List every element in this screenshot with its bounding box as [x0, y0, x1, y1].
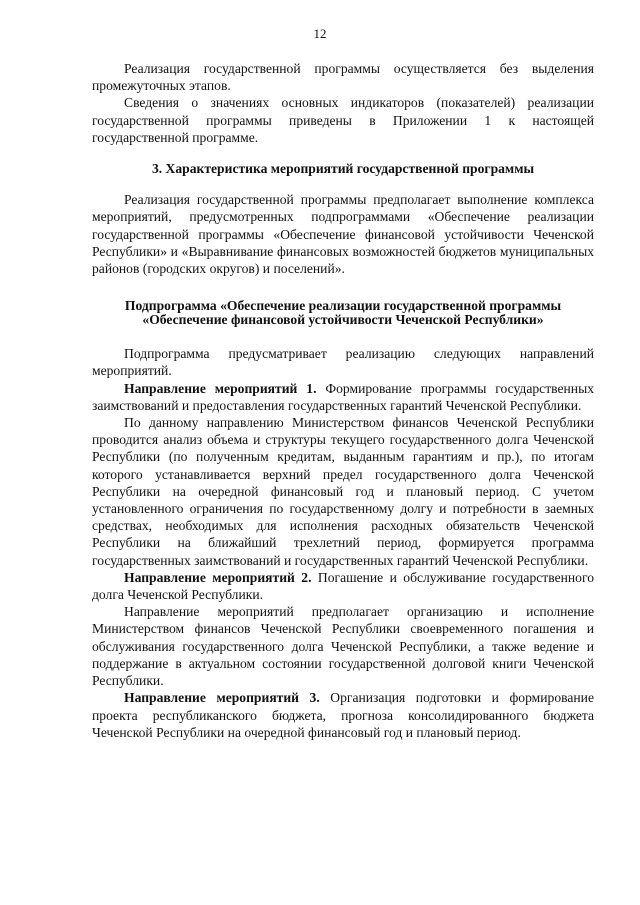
paragraph-debt-servicing: Направление мероприятий предполагает организацию и исполнение Министерством финансов Чеченской Республики своевременного погашения и обслуживания государственного долга Чеченской Республики, а также ведение и поддержание в актуальном состоянии государственной долговой книги Чеченской Республики. — [92, 604, 594, 689]
paragraph-debt-analysis: По данному направлению Министерством финансов Чеченской Республики проводится анализ объема и структуры текущего государственного долга Чеченской Республики (по полученным кредитам, выданным гарантиям и пр.), по итогам которого устанавливается верхний предел государственного долга Чеченской Республики на очередной финансовый год и плановый период. С учетом установленного ограничения по государственному долгу и потребности в заемных средствах, необходимых для исполнения расходных обязательств Чеченской Республики на ближайший трехлетний период, формируется программа государственных заимствований и государственных гарантий Чеченской Республики. — [92, 415, 594, 568]
paragraph-direction-3 — [92, 689, 594, 741]
section-heading: 3. Характеристика мероприятий государственной программы — [151, 161, 535, 177]
direction-1-text: Формирование программы государственных заимствований и предоставления государственных гарантий Чеченской Республики. — [92, 380, 594, 413]
paragraph-subprogram-intro: Подпрограмма предусматривает реализацию следующих направлений мероприятий. — [92, 346, 594, 379]
direction-2-lead: Направление мероприятий 2. — [124, 569, 312, 585]
direction-3-lead: Направление мероприятий 3. — [124, 690, 320, 706]
document-body — [92, 60, 594, 741]
subprogram-heading: Подпрограмма «Обеспечение реализации государственной программы «Обеспечение финансовой устойчивости Чеченской Республики» — [124, 298, 562, 328]
direction-1-lead: Направление мероприятий 1. — [124, 380, 317, 396]
paragraph-direction-2 — [92, 569, 594, 603]
direction-3-text: Организация подготовки и формирование проекта республиканского бюджета, прогноза консолидированного бюджета Чеченской Республики на очередной финансовый год и плановый период. — [92, 690, 594, 740]
paragraph-stages: Реализация государственной программы осуществляется без выделения промежуточных этапов. — [92, 61, 594, 94]
paragraph-indicators: Сведения о значениях основных индикаторов (показателей) реализации государственной программы приведены в Приложении 1 к настоящей государственной программе. — [92, 95, 594, 145]
direction-2-text: Погашение и обслуживание государственного долга Чеченской Республики. — [92, 569, 594, 603]
page-number: 12 — [313, 26, 327, 41]
paragraph-direction-1 — [92, 380, 594, 414]
paragraph-activities: Реализация государственной программы предполагает выполнение комплекса мероприятий, предусмотренных подпрограммами «Обеспечение реализации государственной программы «Обеспечение финансовой устойчивости Чеченской Республики» и «Выравнивание финансовых возможностей бюджетов муниципальных районов (городских округов) и поселений». — [92, 192, 594, 277]
